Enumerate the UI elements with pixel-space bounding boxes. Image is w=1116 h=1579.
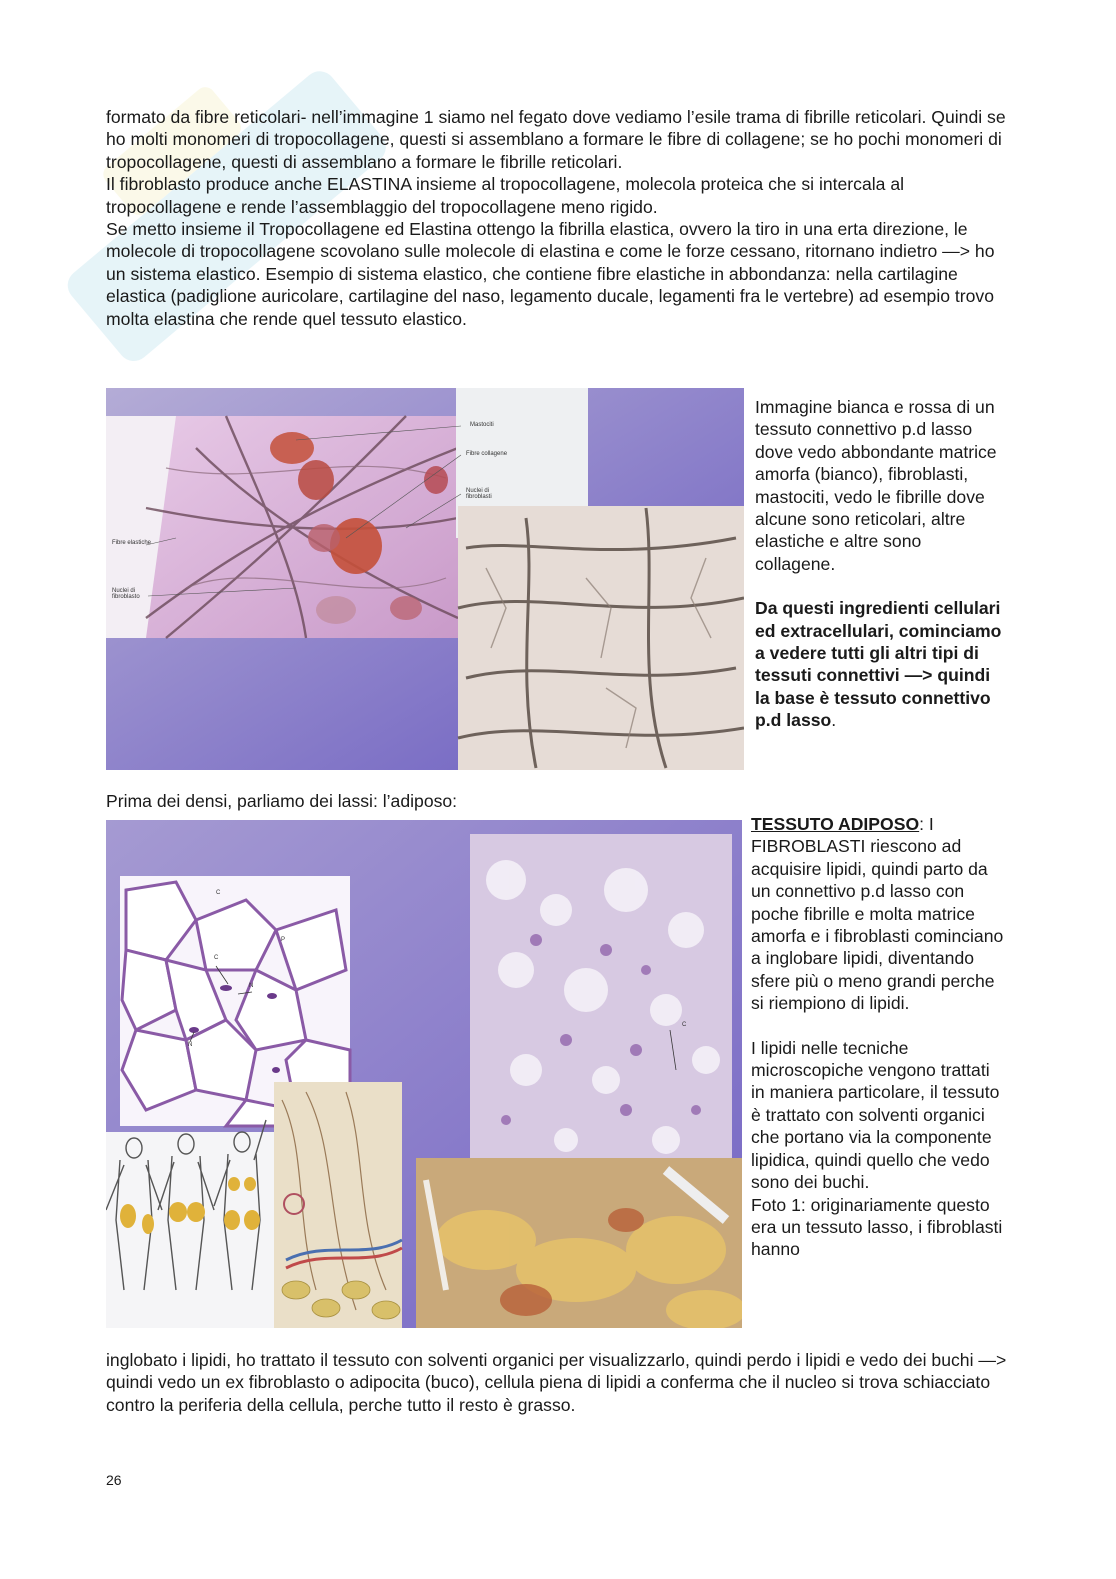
figure1-note-end: . [831, 710, 837, 731]
foto1-paragraph-start: Foto 1: originariamente questo era un tessuto lasso, i fibroblasti hanno [751, 1194, 1003, 1260]
page-number: 26 [106, 1472, 122, 1488]
adipose-heading-after: : I FIBROBLASTI riescono ad acquisire lipidi, quindi parto da un connettivo p.d lasso con poche fibrille e molta matrice amorfa e i fibroblasti cominciano a inglobare lipidi, diventando sfere più o meno grandi perche si riempiono di lipidi. [751, 814, 1004, 1014]
figure1-caption: Immagine bianca e rossa di un tessuto connettivo p.d lasso dove vedo abbondante matrice amorfa (bianco), fibroblasti, mastociti, vedo le fibrille dove alcune sono reticolari, altre elastiche e altre sono collagene. [755, 397, 997, 574]
label-fibre-elastiche: Fibre elastiche [112, 540, 152, 546]
figure1-side-text [755, 396, 1005, 732]
paragraph-reticular-fibers: formato da fibre reticolari- nell’immagine 1 siamo nel fegato dove vediamo l’esile trama di fibrille reticolari. Quindi se ho molti monomeri di tropocollagene, questi si assemblano a formare le fibre di collagene; se ho pochi monomeri di tropocollagene, questi di assemblano a formare le fibrille reticolari. [106, 107, 1006, 172]
label-n-bottom: N [188, 1042, 193, 1048]
label-c-top: C [216, 890, 221, 896]
label-c-histology: C [682, 1022, 687, 1028]
adipose-heading: TESSUTO ADIPOSO [751, 814, 920, 834]
figure-loose-connective-tissue [106, 388, 744, 770]
body-text-bottom: inglobato i lipidi, ho trattato il tessuto con solventi organici per visualizzarlo, quindi perdo i lipidi e vedo dei buchi —> quindi vedo un ex fibroblasto o adipocita (buco), cellula piena di lipidi a conferma che il nucleo si trova schiacciato contro la periferia della cellula, perche tutto il resto è grasso. [106, 1350, 1007, 1415]
label-p: P [281, 937, 286, 943]
figure2-side-text [751, 813, 1006, 1261]
label-n-right: N [249, 983, 254, 989]
figure1-note-bold: Da questi ingredienti cellulari ed extracellulari, cominciamo a vedere tutti gli altri tipi di tessuti connettivi —> quindi la base è tessuto connettivo p.d lasso [755, 598, 1002, 731]
label-fibre-collagene: Fibre collagene [466, 451, 508, 457]
figure1-note [755, 597, 1005, 731]
figure-adipose-tissue [106, 820, 742, 1328]
body-text-top [106, 106, 1011, 330]
lipids-paragraph: I lipidi nelle tecniche microscopiche vengono trattati in maniera particolare, il tessuto è trattato con solventi organici che portano via la componente lipidica, quindi quello che vedo sono dei buchi. [751, 1037, 1000, 1193]
intro-adipose-line: Prima dei densi, parliamo dei lassi: l’adiposo: [106, 791, 458, 811]
paragraph-elastic-system: Se metto insieme il Tropocollagene ed Elastina ottengo la fibrilla elastica, ovvero la tiro in una erta direzione, le molecole di tropocollagene scovolano sulle molecole di elastina e come le forze cessano, ritornano indietro —> ho un sistema elastico. Esempio di sistema elastico, che contiene fibre elastiche in abbondanza: nella cartilagine elastica (padiglione auricolare, cartilagine del naso, legamento ducale, legamenti fra le vertebre) ad esempio trovo molta elastina che rende quel tessuto elastico. [106, 219, 995, 329]
adipose-paragraph [751, 813, 1006, 1015]
label-nuclei-fibroblasti: Nuclei di fibroblasti [466, 488, 492, 500]
label-nuclei-fibroblasto: Nuclei di fibroblasto [112, 588, 140, 600]
paragraph-elastina: Il fibroblasto produce anche ELASTINA insieme al tropocollagene, molecola proteica che si intercala al tropocollagene e rende l’assemblaggio del tropocollagene meno rigido. [106, 174, 905, 217]
label-c-middle: C [214, 955, 219, 961]
label-mastociti: Mastociti [470, 422, 494, 428]
